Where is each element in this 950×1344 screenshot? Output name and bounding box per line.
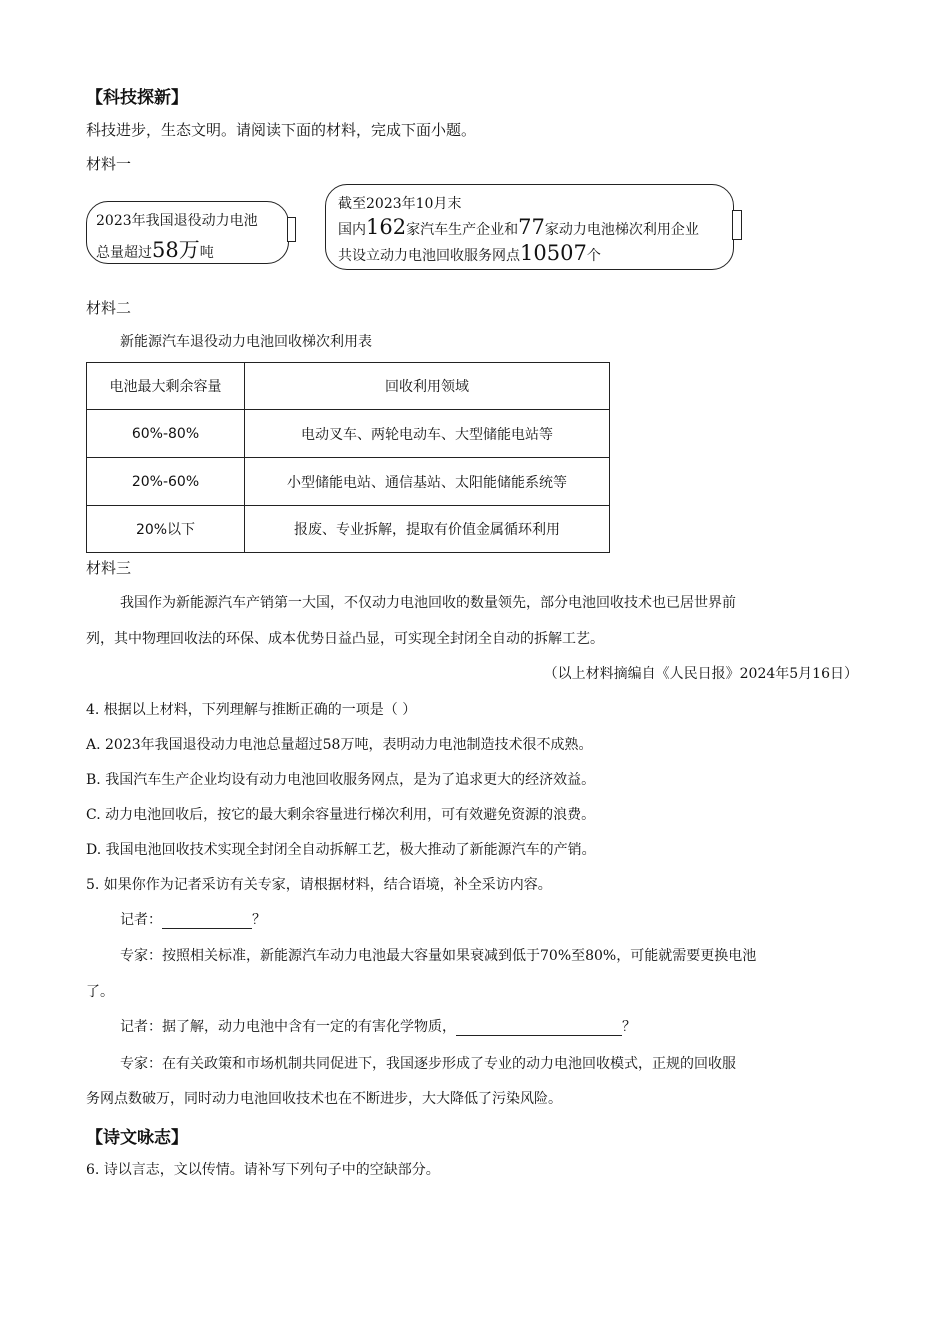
table-header-field: 回收利用领域 <box>245 363 610 410</box>
box2-line2-post: 家动力电池梯次利用企业 <box>544 222 699 238</box>
table-cell-field: 小型储能电站、通信基站、太阳能储能系统等 <box>245 458 610 506</box>
q4-option-c: C. 动力电池回收后，按它的最大剩余容量进行梯次利用，可有效避免资源的浪费。 <box>86 807 596 823</box>
answer-blank-1[interactable] <box>162 912 252 929</box>
box2-number-162: 162 <box>366 215 407 239</box>
battery-box-1 <box>86 201 289 264</box>
question-mark-1: ？ <box>252 912 266 928</box>
recycle-table <box>86 362 610 553</box>
table-cell-field: 电动叉车、两轮电动车、大型储能电站等 <box>245 410 610 458</box>
box2-number-77: 77 <box>518 215 545 239</box>
box2-line2-mid: 家汽车生产企业和 <box>406 222 519 238</box>
box2-line1: 截至2023年10月末 <box>338 196 462 212</box>
reporter-label-1: 记者： <box>120 912 162 928</box>
battery-box-2 <box>325 184 734 270</box>
material-source: （以上材料摘编自《人民日报》2024年5月16日） <box>543 666 858 682</box>
material3-line2: 列，其中物理回收法的环保、成本优势日益凸显，可实现全封闭全自动的拆解工艺。 <box>86 631 604 647</box>
q5-expert-answer-2-line2: 务网点数破万，同时动力电池回收技术也在不断进步，大大降低了污染风险。 <box>86 1091 562 1107</box>
box2-line3 <box>338 241 601 265</box>
question-mark-2: ？ <box>622 1019 636 1035</box>
box1-line2 <box>96 234 214 264</box>
material2-label: 材料二 <box>86 299 132 317</box>
q4-option-b: B. 我国汽车生产企业均设有动力电池回收服务网点，是为了追求更大的经济效益。 <box>86 772 596 788</box>
section-title-poetry: 【诗文咏志】 <box>86 1128 188 1148</box>
intro-text: 科技进步，生态文明。请阅读下面的材料，完成下面小题。 <box>86 121 477 139</box>
q5-expert-answer-2-line1: 专家：在有关政策和市场机制共同促进下，我国逐步形成了专业的动力电池回收模式，正规的回收服 <box>120 1056 736 1072</box>
q5-stem: 5. 如果你作为记者采访有关专家，请根据材料，结合语境，补全采访内容。 <box>86 877 552 893</box>
table-row <box>87 458 610 506</box>
table-cell-field: 报废、专业拆解，提取有价值金属循环利用 <box>245 506 610 553</box>
box2-line2-pre: 国内 <box>338 222 366 238</box>
q4-option-d: D. 我国电池回收技术实现全封闭全自动拆解工艺，极大推动了新能源汽车的产销。 <box>86 842 596 858</box>
material3-label: 材料三 <box>86 559 132 577</box>
q6-stem: 6. 诗以言志，文以传情。请补写下列句子中的空缺部分。 <box>86 1162 440 1178</box>
q4-option-a: A. 2023年我国退役动力电池总量超过58万吨，表明动力电池制造技术很不成熟。 <box>86 737 593 753</box>
table-cell-capacity: 60%-80% <box>87 410 245 458</box>
box1-line1: 2023年我国退役动力电池 <box>96 213 258 229</box>
table-header-capacity: 电池最大剩余容量 <box>87 363 245 410</box>
answer-blank-2[interactable] <box>456 1019 622 1036</box>
q4-stem: 4. 根据以上材料，下列理解与推断正确的一项是（ ） <box>86 702 417 718</box>
table-title: 新能源汽车退役动力电池回收梯次利用表 <box>120 334 372 350</box>
box2-line3-post: 个 <box>586 248 601 264</box>
battery-terminal-2 <box>732 210 742 240</box>
q5-expert-answer-1-line1: 专家：按照相关标准，新能源汽车动力电池最大容量如果衰减到低于70%至80%，可能就需要更换电池 <box>120 948 757 964</box>
box1-number: 58万 <box>152 238 200 262</box>
table-row <box>87 506 610 553</box>
q5-reporter-question-2 <box>120 1016 636 1036</box>
reporter-label-2: 记者：据了解，动力电池中含有一定的有害化学物质， <box>120 1019 456 1035</box>
material1-label: 材料一 <box>86 155 132 173</box>
box2-line3-pre: 共设立动力电池回收服务网点 <box>338 248 520 264</box>
section-title-tech: 【科技探新】 <box>86 88 188 108</box>
table-cell-capacity: 20%-60% <box>87 458 245 506</box>
box2-number-10507: 10507 <box>520 241 587 265</box>
q5-expert-answer-1-line2: 了。 <box>86 984 114 1000</box>
box2-line2 <box>338 215 699 239</box>
material3-line1: 我国作为新能源汽车产销第一大国，不仅动力电池回收的数量领先，部分电池回收技术也已居世界前 <box>120 595 736 611</box>
box1-line2-post: 吨 <box>199 245 214 261</box>
table-header-row <box>87 363 610 410</box>
q5-reporter-question-1 <box>120 909 266 929</box>
battery-terminal-1 <box>287 217 296 242</box>
table-cell-capacity: 20%以下 <box>87 506 245 553</box>
table-row <box>87 410 610 458</box>
box1-line2-pre: 总量超过 <box>96 245 152 261</box>
